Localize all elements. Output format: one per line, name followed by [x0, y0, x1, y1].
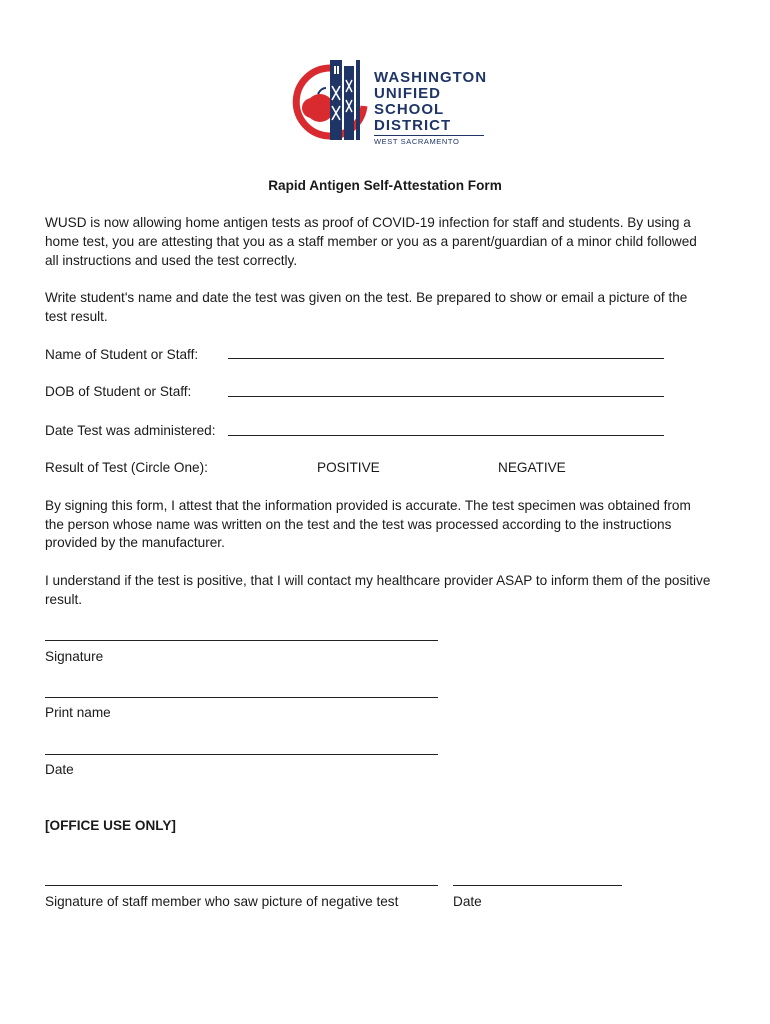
logo-line-2: UNIFIED: [374, 85, 441, 102]
signature-label: Signature: [45, 649, 104, 664]
logo-subline: WEST SACRAMENTO: [374, 137, 460, 146]
date-administered-field[interactable]: [228, 435, 664, 436]
attest-line-1: By signing this form, I attest that the information provided is accurate. The test specimen was obtained from: [45, 498, 691, 513]
name-label: Name of Student or Staff:: [45, 347, 199, 362]
staff-signature-label: Signature of staff member who saw picture of negative test: [45, 894, 399, 909]
signature-date-field[interactable]: [45, 754, 438, 755]
intro-line-3: all instructions and used the test correctly.: [45, 253, 298, 268]
instructions-line-1: Write student's name and date the test was given on the test. Be prepared to show or email a picture of the: [45, 290, 688, 305]
name-field[interactable]: [228, 358, 664, 359]
print-name-field[interactable]: [45, 697, 438, 698]
understand-line-2: result.: [45, 592, 83, 607]
signature-field[interactable]: [45, 640, 438, 641]
district-logo: [290, 56, 490, 146]
result-positive-option[interactable]: POSITIVE: [317, 460, 380, 475]
office-use-heading: [OFFICE USE ONLY]: [45, 818, 176, 833]
staff-date-label: Date: [453, 894, 482, 909]
instructions-line-2: test result.: [45, 309, 108, 324]
form-title: Rapid Antigen Self-Attestation Form: [268, 178, 502, 193]
result-label: Result of Test (Circle One):: [45, 460, 208, 475]
staff-date-field[interactable]: [453, 885, 622, 886]
logo-line-1: WASHINGTON: [374, 69, 488, 86]
date-administered-label: Date Test was administered:: [45, 423, 216, 438]
district-emblem-icon: [290, 56, 370, 146]
dob-label: DOB of Student or Staff:: [45, 384, 192, 399]
signature-date-label: Date: [45, 762, 74, 777]
attest-line-2: the person whose name was written on the test and the test was processed according to the instructions: [45, 517, 672, 532]
intro-line-1: WUSD is now allowing home antigen tests as proof of COVID-19 infection for staff and students. By using a: [45, 215, 691, 230]
staff-signature-field[interactable]: [45, 885, 438, 886]
understand-line-1: I understand if the test is positive, that I will contact my healthcare provider ASAP to inform them of the positive: [45, 573, 711, 588]
logo-line-4: DISTRICT: [374, 117, 452, 134]
intro-line-2: home test, you are attesting that you as a staff member or you as a parent/guardian of a minor child followed: [45, 234, 697, 249]
print-name-label: Print name: [45, 705, 111, 720]
logo-line-3: SCHOOL: [374, 101, 445, 118]
dob-field[interactable]: [228, 396, 664, 397]
logo-divider: [374, 135, 484, 136]
result-negative-option[interactable]: NEGATIVE: [498, 460, 566, 475]
attest-line-3: provided by the manufacturer.: [45, 535, 225, 550]
